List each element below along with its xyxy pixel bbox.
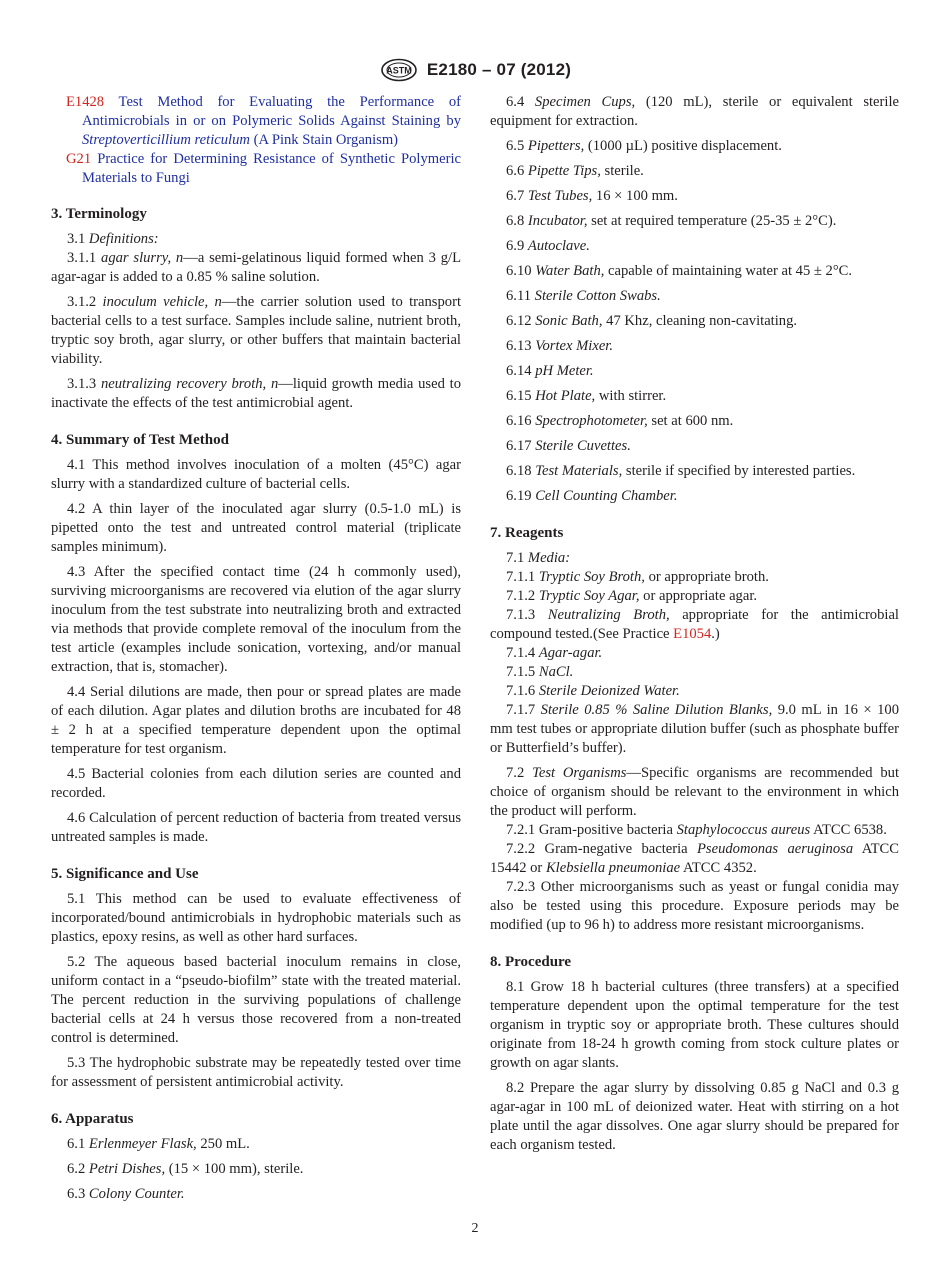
svg-text:ASTM: ASTM (386, 65, 412, 76)
list-item: 6.10 Water Bath, capable of maintaining water at 45 ± 2°C. (506, 263, 853, 279)
paragraph: 7.2.3 Other microorganisms such as yeast or fungal conidia may also be tested using this procedure. Exposure periods may be modified (up to 96 h) to address more resistant microorganisms. (490, 879, 899, 933)
paragraph: 4.3 After the specified contact time (24 h commonly used), surviving microorganisms are recovered via elution of the agar slurry inoculum from the test substrate into neutralizing broth and extracted via methods that provide complete removal of the inoculum from the test article (examples include sonication, vortexing, and/or manual extraction, that is, stomacher). (51, 564, 461, 675)
reference-text[interactable]: Practice for Determining Resistance of Synthetic Polymeric Materials to Fungi (82, 151, 461, 186)
list-item: 6.3 Colony Counter. (67, 1186, 185, 1202)
paragraph: 5.1 This method can be used to evaluate effectiveness of incorporated/bound antimicrobials in hydrophobic materials such as plastics, epoxy resins, as well as other hard surfaces. (51, 891, 461, 945)
paragraph: 3.1.1 agar slurry, n—a semi-gelatinous liquid formed when 3 g/L agar-agar is added to a 0.85 % saline solution. (51, 250, 461, 285)
section-heading: 5. Significance and Use (51, 866, 199, 882)
list-item: 6.9 Autoclave. (506, 238, 590, 254)
paragraph: 3.1.3 neutralizing recovery broth, n—liquid growth media used to inactivate the effects of the test antimicrobial agent. (51, 376, 461, 411)
paragraph: 7.2.1 Gram-positive bacteria Staphylococcus aureus ATCC 6538. (506, 822, 887, 838)
list-item: 6.5 Pipetters, (1000 µL) positive displacement. (506, 138, 782, 154)
list-item: 6.4 Specimen Cups, (120 mL), sterile or equivalent sterile equipment for extraction. (490, 94, 899, 129)
paragraph: 7.1.7 Sterile 0.85 % Saline Dilution Blanks, 9.0 mL in 16 × 100 mm test tubes or appropriate dilution buffer (such as phosphate buffer or Butterfield’s buffer). (490, 702, 900, 756)
paragraph: 7.2 Test Organisms—Specific organisms are recommended but choice of organism should be relevant to the environment in which the product will perform. (490, 765, 899, 819)
list-item: 6.11 Sterile Cotton Swabs. (506, 288, 661, 304)
paragraph: 3.1.2 inoculum vehicle, n—the carrier solution used to transport bacterial cells to a test surface. Samples include saline, nutrient broth, tryptic soy broth, agar slurry, or other buffers that maintain bacterial viability. (51, 294, 461, 367)
paragraph: 7.1.4 Agar-agar. (506, 645, 603, 661)
paragraph: 7.1 Media: (506, 550, 571, 566)
page-header (0, 58, 950, 82)
reference-link[interactable]: E1054 (673, 626, 712, 642)
paragraph: 4.4 Serial dilutions are made, then pour or spread plates are made of each dilution. Agar plates and dilution broths are incubated for 48 ± 2 h at a specified temperature dependent upon the optimal temperature for test organism. (51, 684, 461, 757)
paragraph: 7.1.3 Neutralizing Broth, appropriate for the antimicrobial compound tested.(See Practice E1054.) (490, 607, 899, 642)
list-item: 6.14 pH Meter. (506, 363, 594, 379)
list-item: 6.12 Sonic Bath, 47 Khz, cleaning non-cavitating. (506, 313, 798, 329)
list-item: 6.15 Hot Plate, with stirrer. (506, 388, 667, 404)
paragraph: 5.3 The hydrophobic substrate may be repeatedly tested over time for assessment of persistent antimicrobial activity. (51, 1055, 461, 1090)
reference-g21 (51, 150, 461, 188)
page-number: 2 (471, 1221, 479, 1236)
section-heading: 4. Summary of Test Method (51, 432, 229, 448)
paragraph: 4.5 Bacterial colonies from each dilution series are counted and recorded. (51, 766, 461, 801)
list-item: 6.1 Erlenmeyer Flask, 250 mL. (67, 1136, 250, 1152)
reference-italic[interactable]: Streptoverticillium reticulum (82, 132, 250, 148)
astm-logo-icon (379, 58, 419, 82)
list-item: 6.2 Petri Dishes, (15 × 100 mm), sterile. (67, 1161, 304, 1177)
list-item: 6.16 Spectrophotometer, set at 600 nm. (506, 413, 734, 429)
paragraph: 7.1.1 Tryptic Soy Broth, or appropriate broth. (506, 569, 769, 585)
paragraph: 8.2 Prepare the agar slurry by dissolving 0.85 g NaCl and 0.3 g agar-agar in 100 mL of deionized water. Heat with stirring on a hot plate until the agar dissolves. One agar slurry should be prepared for each organism tested. (490, 1080, 899, 1153)
paragraph: 7.2.2 Gram-negative bacteria Pseudomonas aeruginosa ATCC 15442 or Klebsiella pneumoniae ATCC 4352. (490, 841, 899, 876)
list-item: 6.18 Test Materials, sterile if specified by interested parties. (506, 463, 856, 479)
paragraph: 7.1.6 Sterile Deionized Water. (506, 683, 680, 699)
reference-text[interactable]: (A Pink Stain Organism) (249, 132, 399, 148)
paragraph: 8.1 Grow 18 h bacterial cultures (three transfers) at a specified temperature dependent upon the optimal temperature for the test organism in tryptic soy or appropriate broth. These cultures should originate from 18-24 h growth coming from stock culture plates or growth on agar slants. (490, 979, 899, 1071)
paragraph: 4.6 Calculation of percent reduction of bacteria from treated versus untreated samples is made. (51, 810, 461, 845)
section-heading: 8. Procedure (490, 954, 572, 970)
section-heading: 6. Apparatus (51, 1111, 134, 1127)
section-heading: 3. Terminology (51, 206, 147, 222)
list-item: 6.8 Incubator, set at required temperature (25-35 ± 2°C). (506, 213, 837, 229)
reference-e1428 (51, 93, 461, 150)
section-heading: 7. Reagents (490, 525, 564, 541)
paragraph: 7.1.5 NaCl. (506, 664, 574, 680)
list-item: 6.7 Test Tubes, 16 × 100 mm. (506, 188, 678, 204)
paragraph: 4.1 This method involves inoculation of a molten (45°C) agar slurry with a standardized culture of bacterial cells. (51, 457, 461, 492)
paragraph: 3.1 Definitions: (67, 231, 159, 247)
list-item: 6.17 Sterile Cuvettes. (506, 438, 631, 454)
reference-id-link[interactable]: G21 (66, 151, 92, 167)
reference-id-link[interactable]: E1428 (66, 94, 105, 110)
document-designation: E2180 – 07 (2012) (426, 60, 572, 79)
list-item: 6.19 Cell Counting Chamber. (506, 488, 678, 504)
list-item: 6.13 Vortex Mixer. (506, 338, 614, 354)
right-column (490, 93, 899, 1155)
list-item: 6.6 Pipette Tips, sterile. (506, 163, 644, 179)
reference-text[interactable]: Test Method for Evaluating the Performance of Antimicrobials in or on Polymeric Solids Against Staining by (82, 94, 461, 129)
paragraph: 5.2 The aqueous based bacterial inoculum remains in close, uniform contact in a “pseudo-biofilm” state with the treated material. The percent reduction in the surviving populations of challenge bacterial cells at 24 h versus those recovered from a non-treated control is determined. (51, 954, 461, 1046)
paragraph: 7.1.2 Tryptic Soy Agar, or appropriate agar. (506, 588, 758, 604)
paragraph: 4.2 A thin layer of the inoculated agar slurry (0.5-1.0 mL) is pipetted onto the test and untreated control material (triplicate samples minimum). (51, 501, 461, 555)
left-column (51, 93, 461, 1204)
